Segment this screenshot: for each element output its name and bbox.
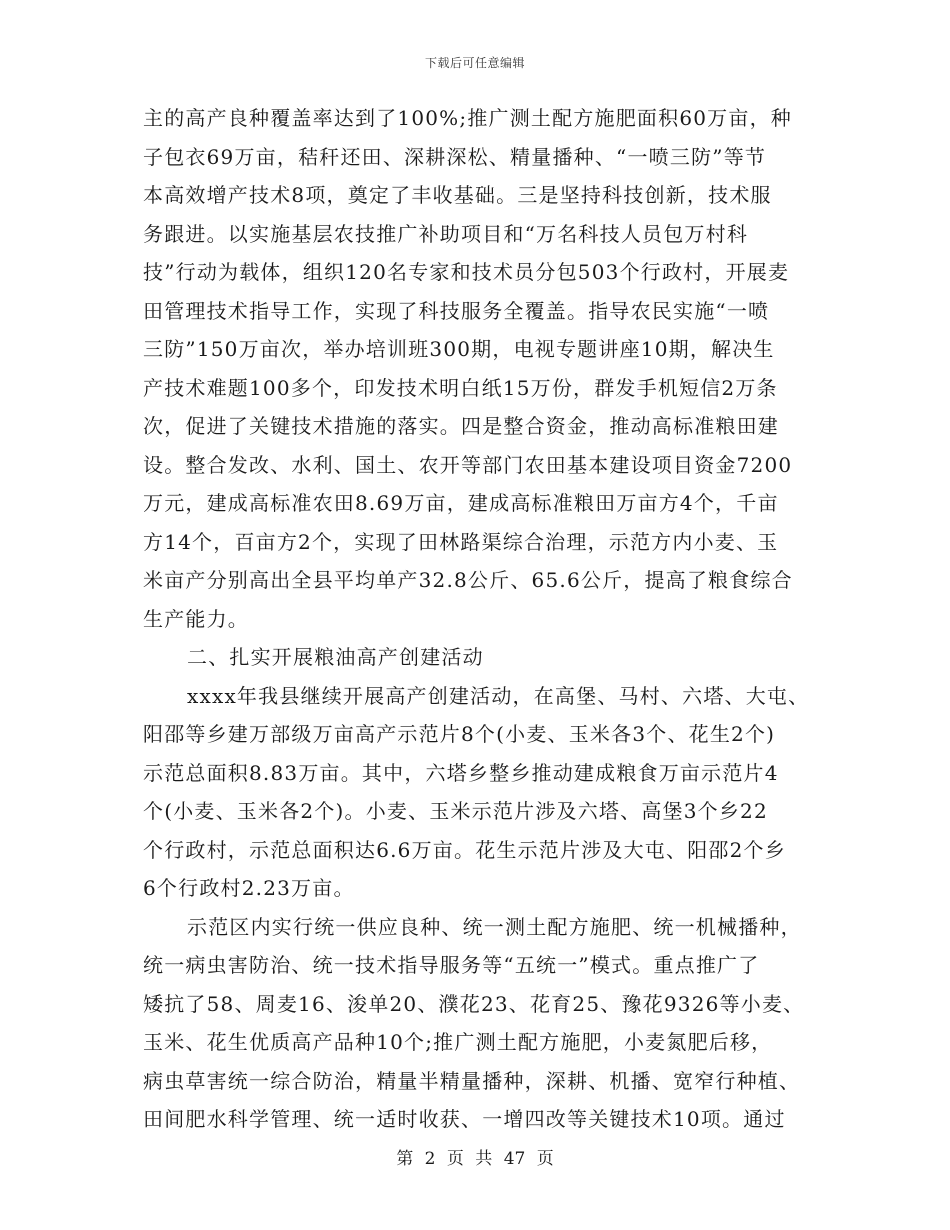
text-line: 生产能力。 bbox=[143, 606, 249, 631]
text-line: 方14个，百亩方2个，实现了田林路渠综合治理，示范方内小麦、玉 bbox=[143, 529, 779, 554]
text-line: 米亩产分别高出全县平均单产32.8公斤、65.6公斤，提高了粮食综合 bbox=[143, 568, 793, 592]
text-line: xxxx年我县继续开展高产创建活动，在高堡、马村、六塔、大屯、 bbox=[187, 683, 810, 708]
document-body bbox=[143, 99, 813, 1139]
text-line: 田间肥水科学管理、统一适时收获、一增四改等关键技术10项。通过 bbox=[143, 1107, 786, 1131]
page-number-footer: 第 2 页 共 47 页 bbox=[396, 1149, 554, 1169]
text-line: 示范区内实行统一供应良种、统一测土配方施肥、统一机械播种， bbox=[187, 914, 802, 939]
text-line: 本高效增产技术8项，奠定了丰收基础。三是坚持科技创新，技术服 bbox=[143, 183, 772, 207]
text-line: 主的高产良种覆盖率达到了100%;推广测土配方施肥面积60万亩，种 bbox=[143, 106, 792, 130]
text-line: 务跟进。以实施基层农技推广补助项目和“万名科技人员包万村科 bbox=[143, 221, 749, 246]
text-line: 玉米、花生优质高产品种10个;推广测土配方施肥，小麦氮肥后移， bbox=[143, 1030, 773, 1054]
text-line: 示范总面积8.83万亩。其中，六塔乡整乡推动建成粮食万亩示范片4 bbox=[143, 760, 779, 785]
page-header: 下载后可任意编辑 bbox=[424, 56, 525, 70]
text-line: 6个行政村2.23万亩。 bbox=[143, 876, 355, 900]
text-line: 技”行动为载体，组织120名专家和技术员分包503个行政村，开展麦 bbox=[143, 260, 790, 284]
text-line: 矮抗了58、周麦16、浚单20、濮花23、花育25、豫花9326等小麦、 bbox=[143, 991, 805, 1016]
text-line: 子包衣69万亩，秸秆还田、深耕深松、精量播种、“一喷三防”等节 bbox=[143, 144, 767, 169]
text-line: 田管理技术指导工作，实现了科技服务全覆盖。指导农民实施“一喷 bbox=[143, 298, 770, 323]
text-line: 个行政村，示范总面积达6.6万亩。花生示范片涉及大屯、阳邵2个乡 bbox=[143, 837, 786, 862]
text-line: 次，促进了关键技术措施的落实。四是整合资金，推动高标准粮田建 bbox=[143, 414, 779, 438]
text-line: 万元，建成高标准农田8.69万亩，建成高标准粮田万亩方4个，千亩 bbox=[143, 491, 779, 515]
text-line: 统一病虫害防治、统一技术指导服务等“五统一”模式。重点推广了 bbox=[143, 953, 760, 977]
text-line: 产技术难题100多个，印发技术明白纸15万份，群发手机短信2万条 bbox=[143, 375, 778, 400]
text-line: 病虫草害统一综合防治，精量半精量播种，深耕、机播、宽窄行种植、 bbox=[143, 1068, 801, 1093]
section-heading: 二、扎实开展粮油高产创建活动 bbox=[187, 645, 484, 669]
text-line: 阳邵等乡建万部级万亩高产示范片8个(小麦、玉米各3个、花生2个) bbox=[143, 722, 776, 746]
text-line: 三防”150万亩次，举办培训班300期，电视专题讲座10期，解决生 bbox=[143, 337, 775, 361]
text-line: 个(小麦、玉米各2个)。小麦、玉米示范片涉及六塔、高堡3个乡22 bbox=[143, 799, 768, 823]
text-line: 设。整合发改、水利、国土、农开等部门农田基本建设项目资金7200 bbox=[143, 452, 793, 477]
